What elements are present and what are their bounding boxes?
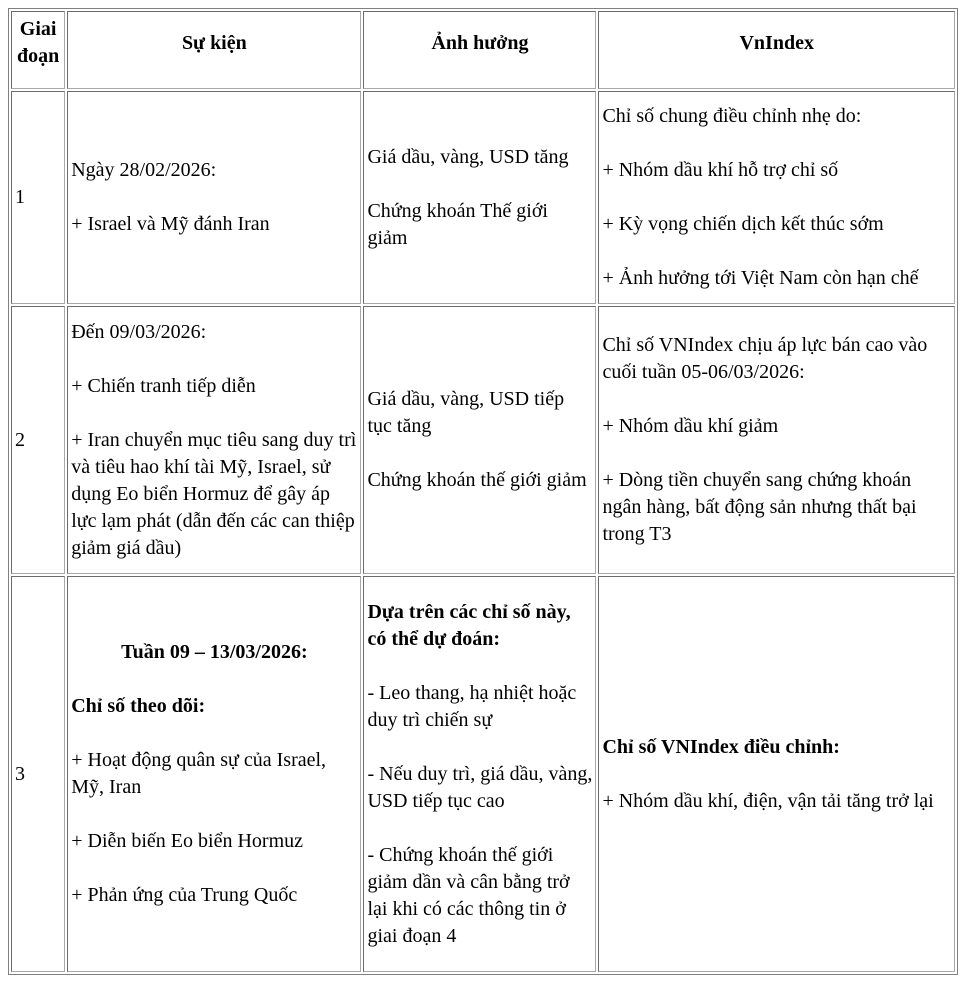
cell-paragraph: + Hoạt động quân sự của Israel, Mỹ, Iran — [71, 749, 327, 798]
cell-paragraph: 1 — [15, 186, 25, 208]
cell-paragraph: Chứng khoán Thế giới giảm — [367, 199, 548, 249]
cell-paragraph: + Diễn biến Eo biển Hormuz — [71, 830, 303, 852]
cell-paragraph: Giá dầu, vàng, USD tăng — [367, 145, 569, 168]
cell-paragraph: Tuần 09 – 13/03/2026: — [121, 641, 308, 663]
cell-paragraph: + Nhóm dầu khí hỗ trợ chỉ số — [602, 159, 839, 181]
event-impact-table — [8, 8, 958, 975]
header-impact: Ảnh hưởng — [363, 11, 596, 89]
cell-paragraph: + Chiến tranh tiếp diễn — [71, 374, 256, 397]
cell-paragraph: + Kỳ vọng chiến dịch kết thúc sớm — [602, 213, 884, 235]
cell-paragraph: - Nếu duy trì, giá dầu, vàng, USD tiếp tục cao — [367, 762, 593, 812]
header-events: Sự kiện — [67, 11, 361, 89]
table-header — [11, 11, 955, 89]
cell-paragraph: + Ảnh hưởng tới Việt Nam còn hạn chế — [602, 267, 919, 289]
cell-paragraph: + Phản ứng của Trung Quốc — [71, 884, 298, 906]
vnindex-cell — [598, 91, 955, 304]
impact-cell — [363, 306, 596, 574]
header-row — [11, 11, 955, 89]
impact-cell — [363, 91, 596, 304]
vnindex-cell — [598, 306, 955, 574]
cell-paragraph: Chỉ số theo dõi: — [71, 695, 206, 717]
header-stage: Giai đoạn — [11, 11, 65, 89]
events-cell — [67, 576, 361, 972]
cell-paragraph: 3 — [15, 762, 25, 785]
table-row — [11, 576, 955, 972]
vnindex-cell — [598, 576, 955, 972]
impact-cell — [363, 576, 596, 972]
header-vnindex: VnIndex — [598, 11, 955, 89]
cell-paragraph: + Nhóm dầu khí giảm — [602, 415, 779, 437]
cell-paragraph: Ngày 28/02/2026: — [71, 159, 217, 181]
cell-paragraph: Giá dầu, vàng, USD tiếp tục tăng — [367, 388, 565, 437]
cell-paragraph: Chứng khoán thế giới giảm — [367, 469, 587, 491]
stage-cell — [11, 306, 65, 574]
cell-paragraph: Chỉ số VNIndex điều chỉnh: — [602, 735, 840, 758]
table-row — [11, 91, 955, 304]
events-cell — [67, 91, 361, 304]
cell-paragraph: Dựa trên các chỉ số này, có thể dự đoán: — [367, 600, 571, 650]
cell-paragraph: 2 — [15, 428, 25, 451]
cell-paragraph: Đến 09/03/2026: — [71, 320, 207, 343]
events-cell — [67, 306, 361, 574]
cell-paragraph: + Iran chuyển mục tiêu sang duy trì và tiêu hao khí tài Mỹ, Israel, sử dụng Eo biển Hormuz để gây áp lực lạm phát (dẫn đến các can thiệp giảm giá dầu) — [71, 428, 357, 559]
cell-paragraph: + Dòng tiền chuyển sang chứng khoán ngân hàng, bất động sản nhưng thất bại trong T3 — [602, 469, 917, 545]
cell-paragraph: + Nhóm dầu khí, điện, vận tải tăng trở lại — [602, 789, 934, 812]
cell-paragraph: + Israel và Mỹ đánh Iran — [71, 213, 270, 235]
cell-paragraph: - Leo thang, hạ nhiệt hoặc duy trì chiến sự — [367, 681, 577, 731]
cell-paragraph: Chỉ số chung điều chỉnh nhẹ do: — [602, 105, 862, 127]
table-body — [11, 91, 955, 972]
stage-cell — [11, 576, 65, 972]
cell-paragraph: Chỉ số VNIndex chịu áp lực bán cao vào cuối tuần 05-06/03/2026: — [602, 334, 928, 383]
stage-cell — [11, 91, 65, 304]
cell-paragraph: - Chứng khoán thế giới giảm dần và cân bằng trở lại khi có các thông tin ở giai đoạn 4 — [367, 843, 570, 947]
table-row — [11, 306, 955, 574]
